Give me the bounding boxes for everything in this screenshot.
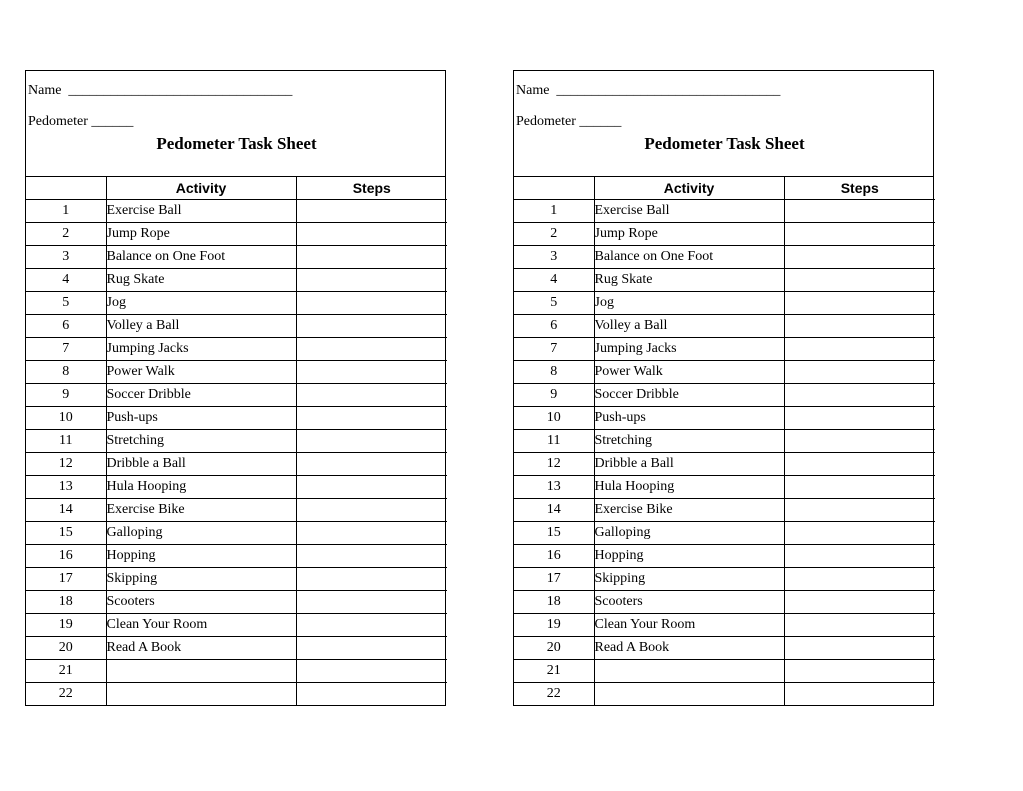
- activity-cell: Skipping: [594, 568, 784, 591]
- steps-cell[interactable]: [784, 453, 935, 476]
- pedometer-field-label[interactable]: Pedometer ______: [28, 114, 134, 129]
- row-number: 2: [26, 223, 106, 246]
- activity-cell: [106, 660, 296, 683]
- row-number: 12: [514, 453, 594, 476]
- steps-cell[interactable]: [784, 637, 935, 660]
- steps-cell[interactable]: [296, 591, 447, 614]
- sheet-title: Pedometer Task Sheet: [156, 134, 317, 153]
- table-row: [514, 453, 935, 476]
- table-row: [26, 453, 447, 476]
- activity-cell: Jump Rope: [594, 223, 784, 246]
- row-number: 18: [26, 591, 106, 614]
- steps-cell[interactable]: [296, 338, 447, 361]
- activity-cell: Exercise Ball: [594, 200, 784, 223]
- row-number: 14: [514, 499, 594, 522]
- activity-cell: Jump Rope: [106, 223, 296, 246]
- row-number: 19: [26, 614, 106, 637]
- table-row: [514, 315, 935, 338]
- steps-cell[interactable]: [296, 637, 447, 660]
- steps-column-header: Steps: [296, 177, 447, 200]
- row-number: 3: [26, 246, 106, 269]
- row-number: 20: [26, 637, 106, 660]
- table-row: [514, 269, 935, 292]
- activity-cell: Hopping: [106, 545, 296, 568]
- row-number: 17: [514, 568, 594, 591]
- activity-cell: Galloping: [594, 522, 784, 545]
- task-sheet-left: [25, 70, 446, 706]
- row-number: 7: [26, 338, 106, 361]
- table-row: [514, 476, 935, 499]
- steps-cell[interactable]: [296, 499, 447, 522]
- table-row: [26, 614, 447, 637]
- steps-cell[interactable]: [784, 660, 935, 683]
- activity-cell: Soccer Dribble: [594, 384, 784, 407]
- sheet-header: [26, 71, 445, 177]
- activity-cell: Galloping: [106, 522, 296, 545]
- steps-cell[interactable]: [296, 246, 447, 269]
- steps-cell[interactable]: [784, 614, 935, 637]
- activity-cell: [106, 683, 296, 706]
- steps-cell[interactable]: [296, 292, 447, 315]
- row-number: 10: [514, 407, 594, 430]
- steps-cell[interactable]: [784, 568, 935, 591]
- table-row: [514, 683, 935, 706]
- activity-cell: Balance on One Foot: [106, 246, 296, 269]
- steps-cell[interactable]: [784, 683, 935, 706]
- activity-cell: Exercise Bike: [594, 499, 784, 522]
- table-row: [26, 246, 447, 269]
- activity-cell: Stretching: [594, 430, 784, 453]
- table-row: [26, 568, 447, 591]
- activity-cell: Push-ups: [594, 407, 784, 430]
- table-row: [26, 591, 447, 614]
- row-number: 13: [26, 476, 106, 499]
- row-number: 9: [514, 384, 594, 407]
- table-row: [514, 292, 935, 315]
- steps-cell[interactable]: [784, 269, 935, 292]
- activity-cell: Jumping Jacks: [594, 338, 784, 361]
- task-table: [26, 177, 447, 705]
- table-row: [26, 269, 447, 292]
- task-sheet-right: [513, 70, 934, 706]
- activity-cell: Jog: [106, 292, 296, 315]
- steps-cell[interactable]: [296, 223, 447, 246]
- table-row: [514, 499, 935, 522]
- activity-cell: Hula Hooping: [106, 476, 296, 499]
- steps-cell[interactable]: [296, 361, 447, 384]
- activity-cell: [594, 660, 784, 683]
- row-number: 14: [26, 499, 106, 522]
- steps-cell[interactable]: [784, 522, 935, 545]
- row-number: 4: [514, 269, 594, 292]
- table-row: [26, 476, 447, 499]
- activity-cell: Scooters: [106, 591, 296, 614]
- activity-column-header: Activity: [106, 177, 296, 200]
- activity-cell: Stretching: [106, 430, 296, 453]
- activity-cell: Hopping: [594, 545, 784, 568]
- steps-cell[interactable]: [784, 591, 935, 614]
- table-row: [514, 568, 935, 591]
- row-number: 22: [26, 683, 106, 706]
- activity-cell: Power Walk: [594, 361, 784, 384]
- row-number: 21: [514, 660, 594, 683]
- steps-cell[interactable]: [784, 545, 935, 568]
- table-row: [514, 614, 935, 637]
- table-header-row: [514, 177, 935, 200]
- steps-cell[interactable]: [296, 683, 447, 706]
- table-row: [514, 637, 935, 660]
- row-number: 4: [26, 269, 106, 292]
- row-number: 15: [26, 522, 106, 545]
- activity-cell: Exercise Bike: [106, 499, 296, 522]
- name-field-label[interactable]: Name ________________________________: [28, 83, 293, 98]
- activity-cell: Dribble a Ball: [594, 453, 784, 476]
- table-row: [514, 361, 935, 384]
- number-column-header: [26, 177, 106, 200]
- row-number: 12: [26, 453, 106, 476]
- row-number: 7: [514, 338, 594, 361]
- table-row: [514, 545, 935, 568]
- row-number: 21: [26, 660, 106, 683]
- task-rows: [26, 200, 447, 706]
- activity-cell: Rug Skate: [106, 269, 296, 292]
- table-row: [26, 545, 447, 568]
- row-number: 6: [514, 315, 594, 338]
- row-number: 2: [514, 223, 594, 246]
- table-row: [514, 660, 935, 683]
- row-number: 6: [26, 315, 106, 338]
- row-number: 18: [514, 591, 594, 614]
- steps-cell[interactable]: [296, 453, 447, 476]
- steps-cell[interactable]: [296, 545, 447, 568]
- row-number: 20: [514, 637, 594, 660]
- pedometer-field-label[interactable]: Pedometer ______: [516, 114, 622, 129]
- activity-cell: Hula Hooping: [594, 476, 784, 499]
- table-row: [514, 246, 935, 269]
- steps-cell[interactable]: [296, 200, 447, 223]
- table-row: [26, 200, 447, 223]
- steps-cell[interactable]: [296, 660, 447, 683]
- activity-cell: Volley a Ball: [106, 315, 296, 338]
- steps-cell[interactable]: [296, 568, 447, 591]
- activity-cell: Power Walk: [106, 361, 296, 384]
- table-row: [26, 384, 447, 407]
- table-row: [26, 499, 447, 522]
- row-number: 8: [514, 361, 594, 384]
- steps-cell[interactable]: [296, 614, 447, 637]
- row-number: 10: [26, 407, 106, 430]
- sheet-title: Pedometer Task Sheet: [644, 134, 805, 153]
- table-row: [26, 660, 447, 683]
- row-number: 1: [26, 200, 106, 223]
- steps-cell[interactable]: [296, 522, 447, 545]
- table-row: [26, 637, 447, 660]
- row-number: 5: [514, 292, 594, 315]
- table-row: [26, 407, 447, 430]
- row-number: 11: [514, 430, 594, 453]
- row-number: 13: [514, 476, 594, 499]
- activity-cell: Clean Your Room: [106, 614, 296, 637]
- steps-cell[interactable]: [784, 384, 935, 407]
- table-row: [26, 223, 447, 246]
- table-row: [514, 384, 935, 407]
- table-row: [514, 407, 935, 430]
- activity-cell: Read A Book: [594, 637, 784, 660]
- number-column-header: [514, 177, 594, 200]
- activity-cell: Read A Book: [106, 637, 296, 660]
- row-number: 8: [26, 361, 106, 384]
- sheet-header: [514, 71, 933, 177]
- activity-cell: Scooters: [594, 591, 784, 614]
- activity-cell: Balance on One Foot: [594, 246, 784, 269]
- row-number: 11: [26, 430, 106, 453]
- table-row: [26, 315, 447, 338]
- steps-cell[interactable]: [296, 407, 447, 430]
- activity-cell: Rug Skate: [594, 269, 784, 292]
- row-number: 16: [26, 545, 106, 568]
- activity-column-header: Activity: [594, 177, 784, 200]
- table-row: [514, 223, 935, 246]
- steps-cell[interactable]: [784, 223, 935, 246]
- activity-cell: Jog: [594, 292, 784, 315]
- activity-cell: [594, 683, 784, 706]
- activity-cell: Clean Your Room: [594, 614, 784, 637]
- row-number: 5: [26, 292, 106, 315]
- table-row: [514, 200, 935, 223]
- steps-cell[interactable]: [784, 246, 935, 269]
- steps-cell[interactable]: [296, 476, 447, 499]
- steps-cell[interactable]: [296, 315, 447, 338]
- row-number: 9: [26, 384, 106, 407]
- table-row: [26, 292, 447, 315]
- activity-cell: Skipping: [106, 568, 296, 591]
- steps-cell[interactable]: [784, 407, 935, 430]
- steps-cell[interactable]: [784, 476, 935, 499]
- row-number: 1: [514, 200, 594, 223]
- activity-cell: Push-ups: [106, 407, 296, 430]
- steps-cell[interactable]: [296, 430, 447, 453]
- table-row: [26, 361, 447, 384]
- activity-cell: Dribble a Ball: [106, 453, 296, 476]
- steps-cell[interactable]: [296, 384, 447, 407]
- steps-cell[interactable]: [784, 499, 935, 522]
- steps-cell[interactable]: [784, 200, 935, 223]
- row-number: 15: [514, 522, 594, 545]
- activity-cell: Exercise Ball: [106, 200, 296, 223]
- steps-column-header: Steps: [784, 177, 935, 200]
- table-row: [26, 338, 447, 361]
- row-number: 22: [514, 683, 594, 706]
- steps-cell[interactable]: [296, 269, 447, 292]
- activity-cell: Volley a Ball: [594, 315, 784, 338]
- task-rows: [514, 200, 935, 706]
- row-number: 17: [26, 568, 106, 591]
- activity-cell: Soccer Dribble: [106, 384, 296, 407]
- table-header-row: [26, 177, 447, 200]
- steps-cell[interactable]: [784, 315, 935, 338]
- task-table: [514, 177, 935, 705]
- table-row: [514, 591, 935, 614]
- table-row: [514, 522, 935, 545]
- steps-cell[interactable]: [784, 361, 935, 384]
- table-row: [26, 683, 447, 706]
- row-number: 19: [514, 614, 594, 637]
- row-number: 16: [514, 545, 594, 568]
- steps-cell[interactable]: [784, 338, 935, 361]
- row-number: 3: [514, 246, 594, 269]
- steps-cell[interactable]: [784, 292, 935, 315]
- table-row: [514, 430, 935, 453]
- table-row: [514, 338, 935, 361]
- activity-cell: Jumping Jacks: [106, 338, 296, 361]
- table-row: [26, 522, 447, 545]
- name-field-label[interactable]: Name ________________________________: [516, 83, 781, 98]
- steps-cell[interactable]: [784, 430, 935, 453]
- table-row: [26, 430, 447, 453]
